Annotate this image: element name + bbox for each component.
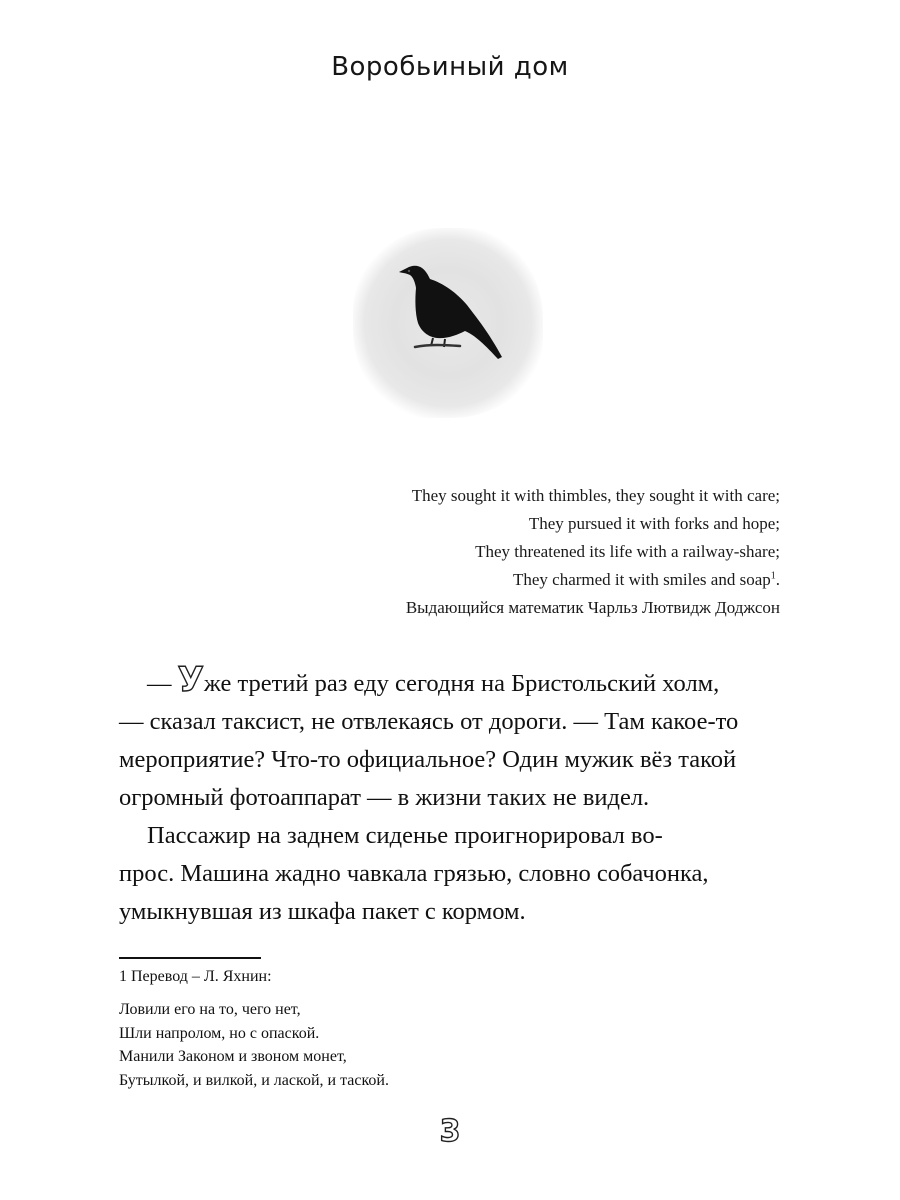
- epigraph: [180, 482, 780, 622]
- body-text: [119, 660, 784, 931]
- footnote-divider: [119, 957, 261, 959]
- page-number: 3: [439, 1114, 461, 1149]
- footnote-line: Шли напролом, но с опаской.: [119, 1024, 320, 1042]
- text-line: умыкнувшая из шкафа пакет с кормом.: [119, 898, 526, 925]
- text-line-rest: же третий раз еду сегодня на Бристольский холм,: [203, 670, 720, 697]
- text-line: — сказал таксист, не отвлекаясь от дороги. — Там какое-то: [119, 708, 739, 735]
- footnote-poem: [119, 998, 389, 1092]
- footnote-line: Бутылкой, и вилкой, и лаской, и таской.: [119, 1071, 389, 1089]
- text-line: огромный фотоаппарат — в жизни таких не видел.: [119, 784, 650, 811]
- dialogue-dash: —: [147, 670, 178, 697]
- drop-cap: У: [177, 660, 204, 700]
- footnote-line: Ловили его на то, чего нет,: [119, 1001, 301, 1018]
- text-line: мероприятие? Что-то официальное? Один мужик вёз такой: [119, 746, 737, 773]
- epigraph-line: They threatened its life with a railway-share;: [475, 542, 780, 561]
- epigraph-attribution: Выдающийся математик Чарльз Лютвидж Доджсон: [405, 598, 780, 617]
- epigraph-line-text: They charmed it with smiles and soap: [512, 570, 771, 589]
- text-line: прос. Машина жадно чавкала грязью, словно собачонка,: [119, 860, 709, 887]
- footnote-heading: 1 Перевод – Л. Яхнин:: [119, 968, 272, 985]
- paragraph-1: [119, 660, 784, 817]
- epigraph-line-end: .: [775, 570, 780, 589]
- sparrow-icon: [385, 255, 515, 370]
- paragraph-2: [119, 817, 784, 931]
- text-line: Пассажир на заднем сиденье проигнорировал во-: [147, 822, 663, 849]
- epigraph-line: They sought it with thimbles, they sought it with care;: [411, 486, 780, 505]
- page-title: Воробьиный дом: [331, 52, 569, 82]
- footnote-line: Манили Законом и звоном монет,: [119, 1048, 347, 1065]
- epigraph-line: They pursued it with forks and hope;: [528, 514, 780, 533]
- text-line: [119, 660, 784, 703]
- footnote-reference[interactable]: 1: [770, 570, 776, 582]
- epigraph-line: [180, 566, 780, 594]
